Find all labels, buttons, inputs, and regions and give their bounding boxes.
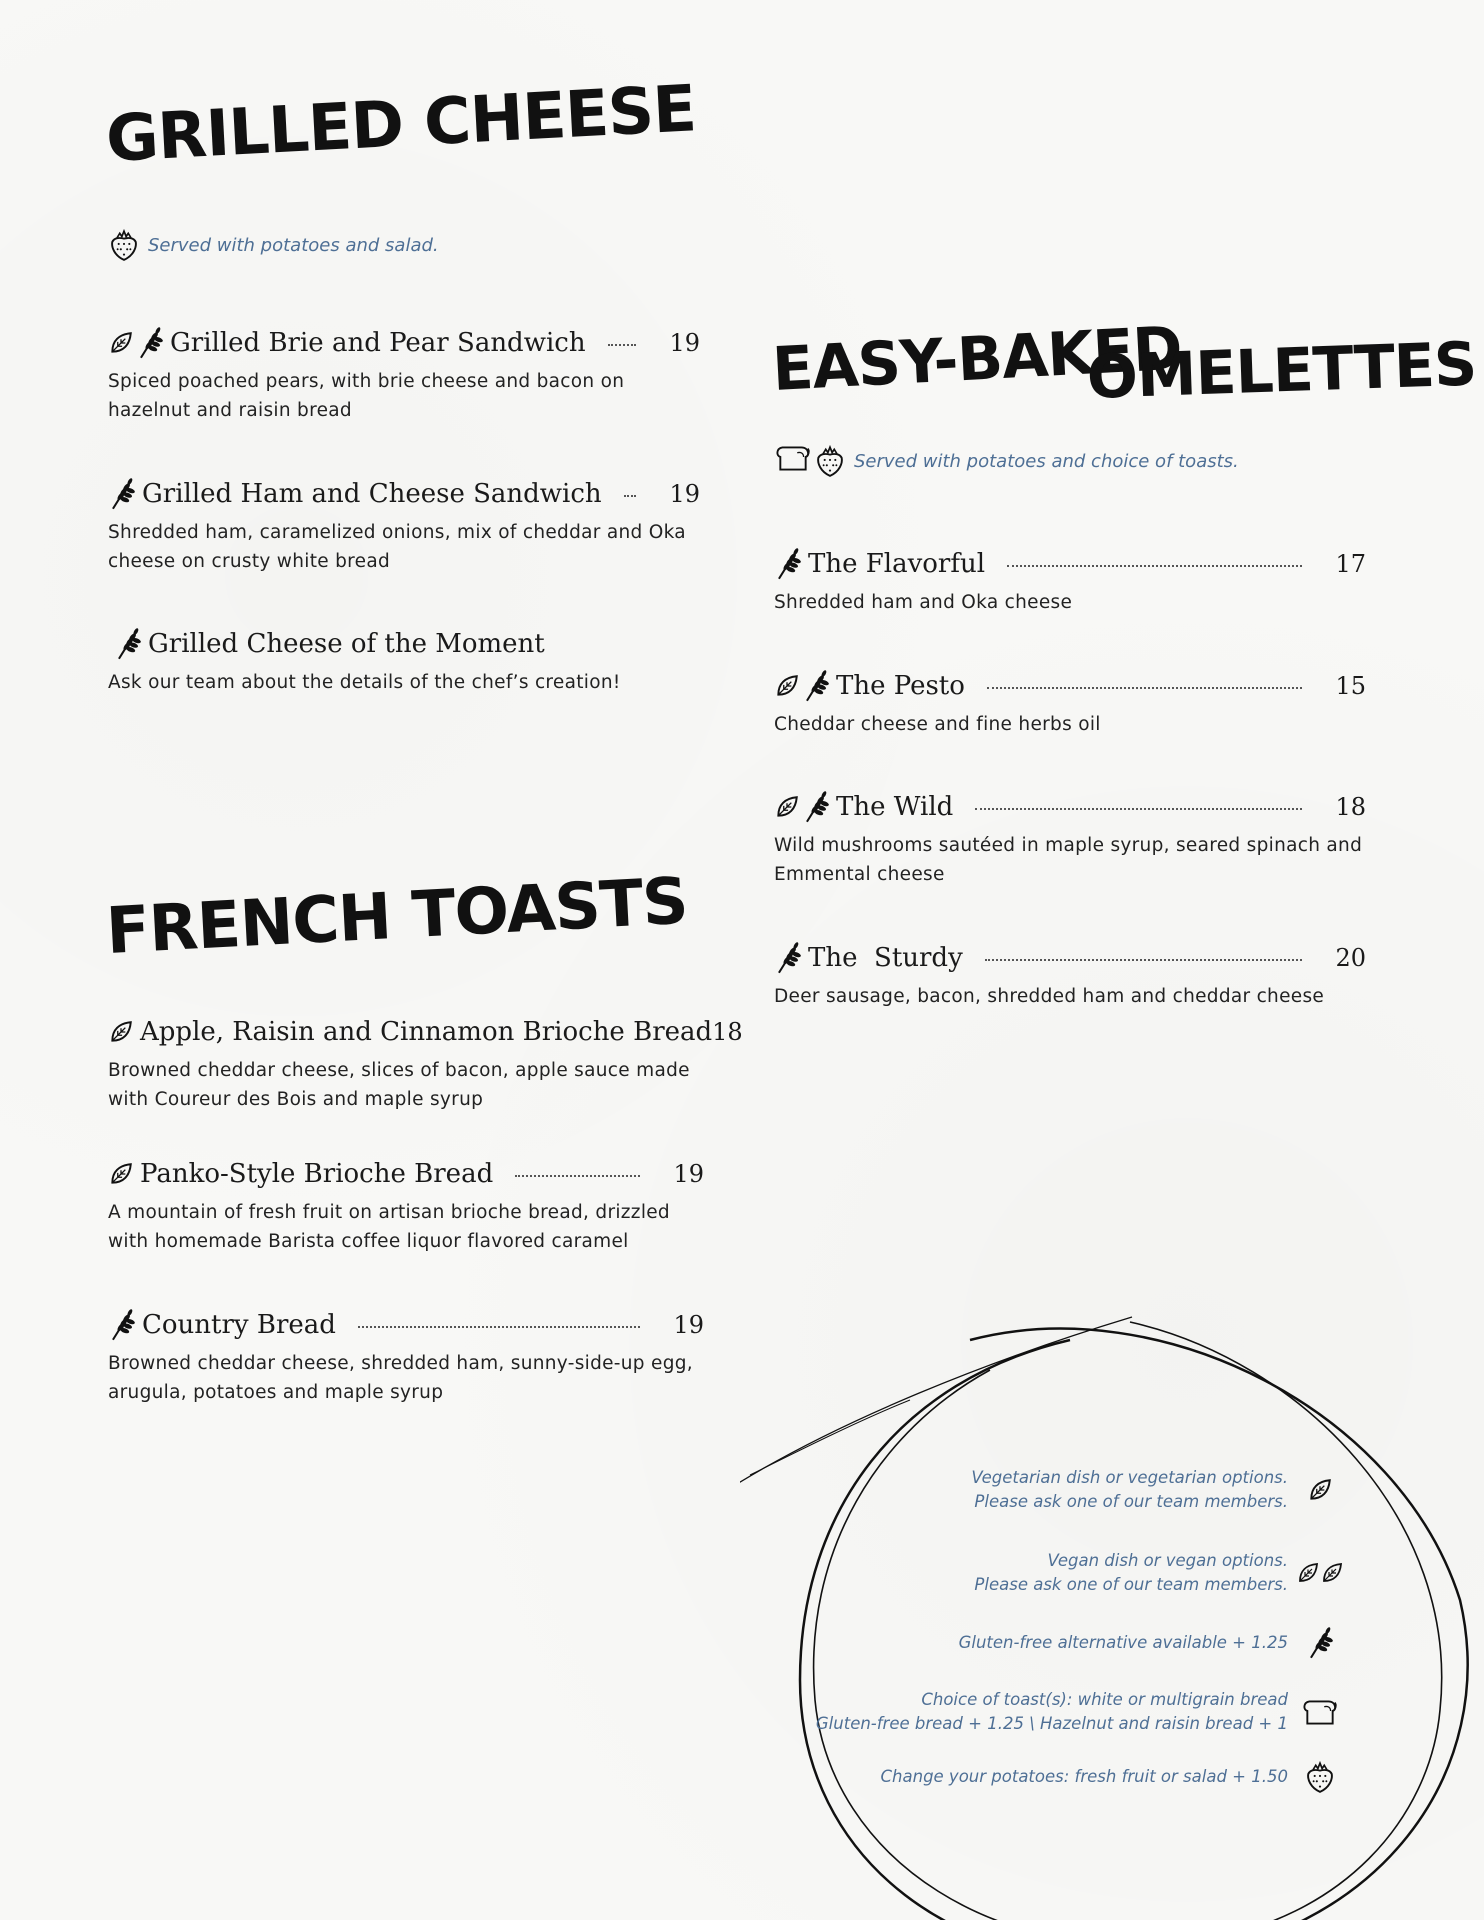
legend-text: Change your potatoes: fresh fruit or salad + 1.50 xyxy=(880,1767,1288,1786)
legend-vegetarian xyxy=(971,1466,1352,1514)
menu-item xyxy=(774,789,1366,889)
omelettes-note xyxy=(774,444,1239,478)
hand-drawn-circle xyxy=(740,1300,1484,1920)
dot-leader xyxy=(624,495,636,497)
item-price: 19 xyxy=(669,480,700,508)
leaf-icon xyxy=(1307,1477,1333,1503)
item-description: Browned cheddar cheese, slices of bacon, apple sauce made with Coureur des Bois and maple syrup xyxy=(108,1060,690,1110)
double-leaf-icon xyxy=(1288,1561,1352,1585)
legend-text: Vegan dish or vegan options. xyxy=(1047,1551,1288,1570)
omelettes-heading-part2: OMELETTES xyxy=(1085,329,1478,413)
legend-potatoes xyxy=(881,1760,1352,1794)
item-description: Ask our team about the details of the chef’s creation! xyxy=(108,672,621,693)
legend-text: Gluten-free alternative available + 1.25 xyxy=(958,1633,1288,1652)
item-name: Panko-Style Brioche Bread xyxy=(140,1159,494,1189)
item-name: Grilled Cheese of the Moment xyxy=(148,629,545,659)
item-name: The Pesto xyxy=(836,671,965,701)
wheat-icon xyxy=(802,669,830,703)
item-name: Country Bread xyxy=(142,1310,336,1340)
wheat-icon xyxy=(114,627,142,661)
menu-item xyxy=(108,1156,704,1256)
menu-item xyxy=(108,1014,743,1114)
menu-item xyxy=(108,626,700,697)
item-price: 19 xyxy=(673,1160,704,1188)
strawberry-icon xyxy=(108,228,140,262)
item-name: Grilled Brie and Pear Sandwich xyxy=(170,328,586,358)
wheat-icon xyxy=(802,790,830,824)
item-name: The Sturdy xyxy=(808,943,963,973)
wheat-icon xyxy=(1306,1626,1334,1660)
menu-item xyxy=(108,325,700,425)
wheat-icon xyxy=(774,941,802,975)
item-name: Grilled Ham and Cheese Sandwich xyxy=(142,479,602,509)
note-text: Served with potatoes and salad. xyxy=(148,234,439,256)
item-description: Browned cheddar cheese, shredded ham, sunny-side-up egg, arugula, potatoes and maple syrup xyxy=(108,1353,693,1403)
legend-text: Please ask one of our team members. xyxy=(974,1575,1288,1594)
item-name: Apple, Raisin and Cinnamon Brioche Bread xyxy=(140,1017,713,1047)
item-price: 18 xyxy=(712,1018,743,1046)
item-price: 19 xyxy=(673,1311,704,1339)
strawberry-icon xyxy=(814,444,846,478)
menu-item xyxy=(774,668,1366,739)
leaf-icon xyxy=(108,1161,134,1187)
leaf-icon xyxy=(1296,1561,1320,1585)
item-name: The Wild xyxy=(836,792,954,822)
item-price: 18 xyxy=(1335,793,1366,821)
grilled-cheese-note xyxy=(108,228,439,262)
note-text: Served with potatoes and choice of toasts. xyxy=(854,450,1239,472)
legend-text: Vegetarian dish or vegetarian options. xyxy=(971,1468,1288,1487)
dot-leader xyxy=(608,344,636,346)
item-description: Deer sausage, bacon, shredded ham and cheddar cheese xyxy=(774,986,1325,1007)
french-toasts-heading: FRENCH TOASTS xyxy=(104,864,690,969)
item-description: Shredded ham and Oka cheese xyxy=(774,592,1073,613)
legend-toast xyxy=(816,1688,1352,1736)
item-description: Shredded ham, caramelized onions, mix of cheddar and Oka cheese on crusty white bread xyxy=(108,522,686,572)
item-name: The Flavorful xyxy=(808,549,986,579)
omelettes-heading-part1: EASY-BAKED xyxy=(770,313,1184,405)
leaf-icon xyxy=(1320,1561,1344,1585)
wheat-icon xyxy=(108,1308,136,1342)
menu-item xyxy=(108,1307,704,1407)
item-description: A mountain of fresh fruit on artisan brioche bread, drizzled with homemade Barista coffee liquor flavored caramel xyxy=(108,1202,670,1252)
wheat-icon xyxy=(774,547,802,581)
legend-gluten-free xyxy=(959,1626,1352,1660)
item-price: 19 xyxy=(669,329,700,357)
legend-vegan xyxy=(974,1549,1352,1597)
dot-leader xyxy=(515,1175,640,1177)
menu-item xyxy=(774,546,1366,617)
dot-leader xyxy=(975,808,1302,810)
item-price: 17 xyxy=(1335,550,1366,578)
wheat-icon xyxy=(136,326,164,360)
dot-leader xyxy=(1007,565,1302,567)
dot-leader xyxy=(985,959,1302,961)
menu-item xyxy=(774,940,1366,1011)
wheat-icon xyxy=(108,477,136,511)
menu-item xyxy=(108,476,700,576)
legend-text: Choice of toast(s): white or multigrain bread xyxy=(921,1690,1288,1709)
leaf-icon xyxy=(774,673,800,699)
leaf-icon xyxy=(108,1019,134,1045)
bread-icon xyxy=(1301,1698,1339,1726)
item-price: 20 xyxy=(1335,944,1366,972)
dot-leader xyxy=(987,687,1302,689)
grilled-cheese-heading: GRILLED CHEESE xyxy=(104,72,698,177)
item-description: Cheddar cheese and fine herbs oil xyxy=(774,714,1101,735)
leaf-icon xyxy=(774,794,800,820)
item-price: 15 xyxy=(1335,672,1366,700)
bread-icon xyxy=(774,444,812,472)
legend-text: Gluten-free bread + 1.25 \ Hazelnut and raisin bread + 1 xyxy=(815,1714,1288,1733)
dot-leader xyxy=(358,1326,640,1328)
item-description: Wild mushrooms sautéed in maple syrup, seared spinach and Emmental cheese xyxy=(774,835,1363,885)
item-description: Spiced poached pears, with brie cheese and bacon on hazelnut and raisin bread xyxy=(108,371,625,421)
strawberry-icon xyxy=(1304,1760,1336,1794)
leaf-icon xyxy=(108,330,134,356)
legend-text: Please ask one of our team members. xyxy=(974,1492,1288,1511)
